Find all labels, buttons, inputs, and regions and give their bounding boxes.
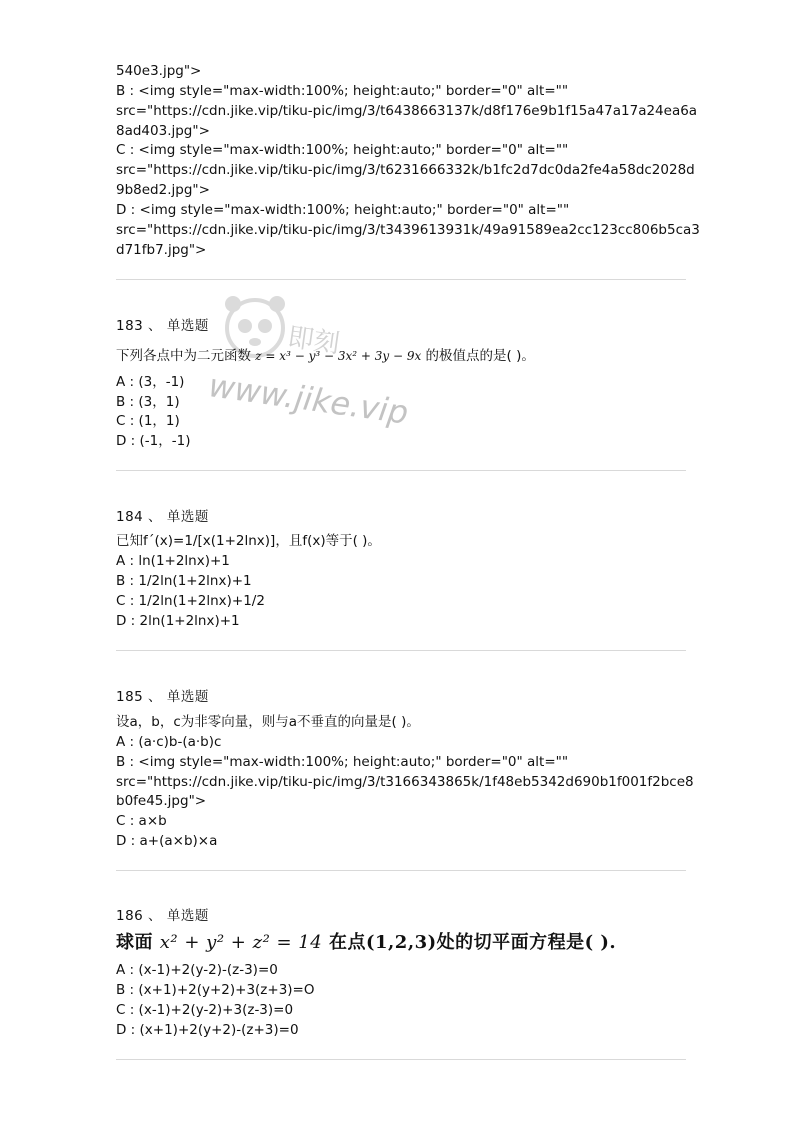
option-c-line: C : <img style="max-width:100%; height:auto;" border="0" alt="" — [116, 142, 569, 158]
stem-prefix: 球面 — [116, 932, 160, 953]
option-d: D : (-1，-1) — [116, 433, 191, 449]
option-a: A : (a·c)b-(a·b)c — [116, 734, 222, 750]
option-b: B : (3，1) — [116, 394, 180, 410]
option-c: C : (1，1) — [116, 413, 180, 429]
text-line: 8ad403.jpg"> — [116, 123, 210, 139]
option-c: C : a×b — [116, 813, 167, 829]
divider — [116, 650, 686, 651]
option-a: A : (3，-1) — [116, 374, 185, 390]
option-d: D : a+(a×b)×a — [116, 833, 218, 849]
text-line: src="https://cdn.jike.vip/tiku-pic/img/3/t6231666332k/b1fc2d7dc0da2fe4a58dc2028d — [116, 162, 695, 178]
divider — [116, 279, 686, 280]
question-stem — [116, 930, 616, 956]
text-line: src="https://cdn.jike.vip/tiku-pic/img/3/t3439613931k/49a91589ea2cc123cc806b5ca3 — [116, 222, 700, 238]
divider — [116, 470, 686, 471]
option-b: B : (x+1)+2(y+2)+3(z+3)=O — [116, 982, 315, 998]
stem-prefix: 下列各点中为二元函数 — [116, 348, 251, 364]
watermark-url-text: www.jike.vip — [206, 366, 411, 432]
option-b-line: B : <img style="max-width:100%; height:auto;" border="0" alt="" — [116, 83, 569, 99]
divider — [116, 870, 686, 871]
question-header: 185 、 单选题 — [116, 689, 209, 705]
text-line: 9b8ed2.jpg"> — [116, 182, 210, 198]
text-line: 540e3.jpg"> — [116, 63, 202, 79]
option-a: A : (x-1)+2(y-2)-(z-3)=0 — [116, 962, 278, 978]
sphere-equation: x² + y² + z² = 14 — [159, 932, 323, 953]
question-stem: 设a，b，c为非零向量，则与a不垂直的向量是( )。 — [116, 714, 420, 730]
option-b: B : 1/2ln(1+2lnx)+1 — [116, 573, 252, 589]
function-formula: z = x³ − y³ − 3x² + 3y − 9x — [255, 349, 422, 363]
option-c: C : 1/2ln(1+2lnx)+1/2 — [116, 593, 265, 609]
option-a: A : ln(1+2lnx)+1 — [116, 553, 230, 569]
question-stem — [116, 346, 535, 366]
divider — [116, 1059, 686, 1060]
question-stem: 已知f´(x)=1/[x(1+2lnx)]，且f(x)等于( )。 — [116, 533, 381, 549]
option-d: D : (x+1)+2(y+2)-(z+3)=0 — [116, 1022, 299, 1038]
text-line: src="https://cdn.jike.vip/tiku-pic/img/3/t3166343865k/1f48eb5342d690b1f001f2bce8 — [116, 774, 694, 790]
stem-suffix: 的极值点的是( )。 — [425, 348, 535, 364]
question-header: 183 、 单选题 — [116, 318, 209, 334]
stem-suffix: 在点(1,2,3)处的切平面方程是( ). — [322, 932, 617, 953]
question-header: 186 、 单选题 — [116, 908, 209, 924]
text-line: d71fb7.jpg"> — [116, 242, 207, 258]
question-header: 184 、 单选题 — [116, 509, 209, 525]
watermark-cn-text: 即刻 — [285, 322, 342, 360]
option-d: D : 2ln(1+2lnx)+1 — [116, 613, 240, 629]
option-d-line: D : <img style="max-width:100%; height:auto;" border="0" alt="" — [116, 202, 570, 218]
option-c: C : (x-1)+2(y-2)+3(z-3)=0 — [116, 1002, 294, 1018]
text-line: b0fe45.jpg"> — [116, 793, 207, 809]
option-b: B : <img style="max-width:100%; height:auto;" border="0" alt="" — [116, 754, 569, 770]
text-line: src="https://cdn.jike.vip/tiku-pic/img/3/t6438663137k/d8f176e9b1f15a47a17a24ea6a — [116, 103, 698, 119]
